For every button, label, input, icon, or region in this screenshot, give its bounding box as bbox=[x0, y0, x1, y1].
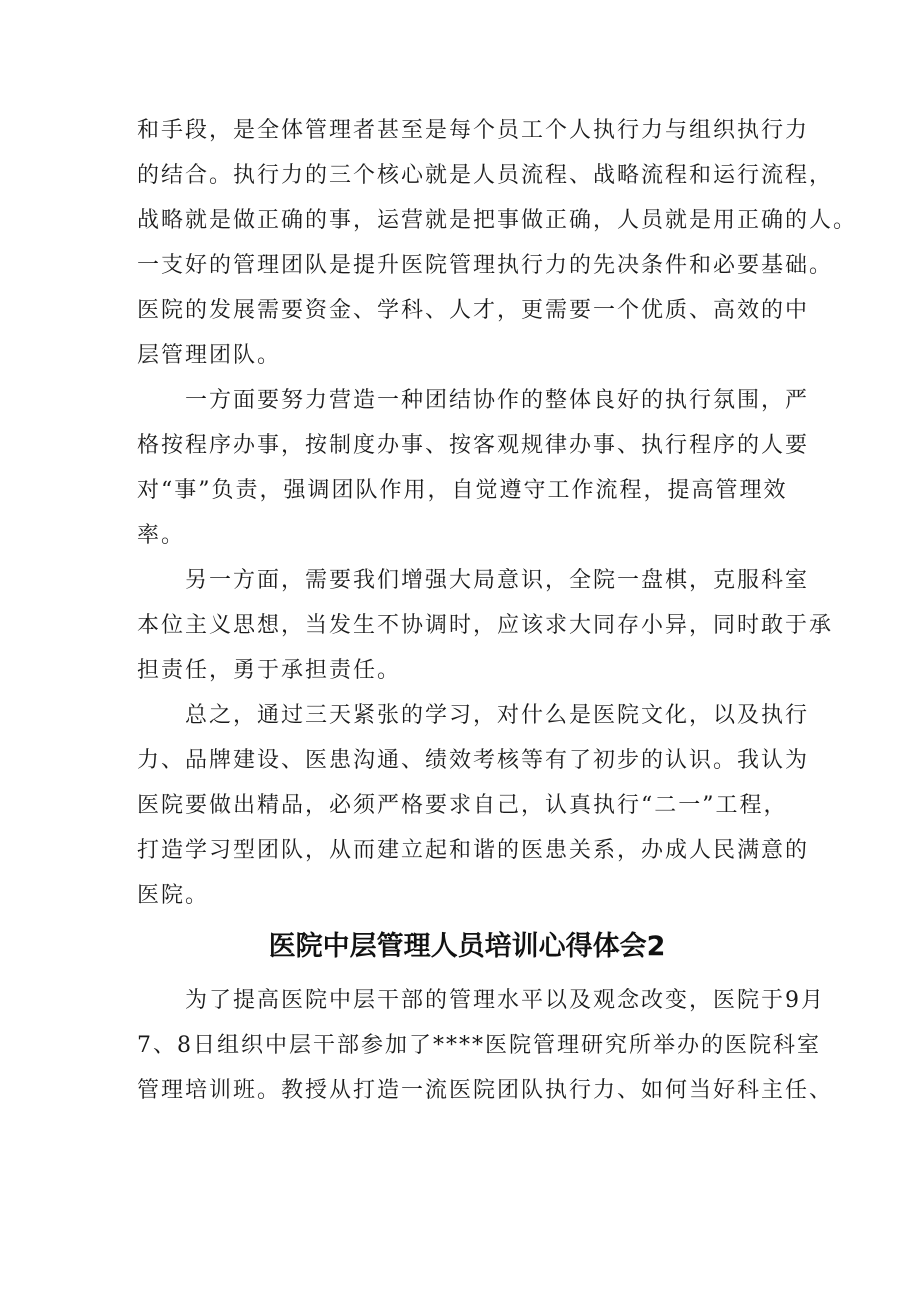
text-line: 总之，通过三天紧张的学习，对什么是医院文化，以及执行 bbox=[185, 703, 810, 728]
text-line: 医院的发展需要资金、学科、人才，更需要一个优质、高效的中 bbox=[137, 298, 810, 323]
paragraph bbox=[137, 558, 834, 693]
text-line: 层管理团队。 bbox=[137, 343, 282, 368]
text-line: 的结合。执行力的三个核心就是人员流程、战略流程和运行流程， bbox=[137, 163, 834, 188]
text-line: 另一方面，需要我们增强大局意识，全院一盘棋，克服科室 bbox=[185, 568, 810, 593]
text-line: 管理培训班。教授从打造一流医院团队执行力、如何当好科主任、 bbox=[137, 1078, 834, 1103]
text-line: 担责任，勇于承担责任。 bbox=[137, 658, 402, 683]
text-line: 医院要做出精品，必须严格要求自己，认真执行“二一”工程， bbox=[137, 793, 788, 818]
text-line: 力、品牌建设、医患沟通、绩效考核等有了初步的认识。我认为 bbox=[137, 748, 810, 773]
text-line: 为了提高医院中层干部的管理水平以及观念改变，医院于9月 bbox=[185, 988, 825, 1013]
text-line: 和手段，是全体管理者甚至是每个员工个人执行力与组织执行力 bbox=[137, 118, 810, 143]
paragraph bbox=[137, 108, 858, 378]
text-line: 打造学习型团队，从而建立起和谐的医患关系，办成人民满意的 bbox=[137, 838, 810, 863]
text-line: 对“事”负责，强调团队作用，自觉遵守工作流程，提高管理效 bbox=[137, 478, 788, 503]
text-line: 战略就是做正确的事，运营就是把事做正确，人员就是用正确的人。 bbox=[137, 208, 858, 233]
text-line: 率。 bbox=[137, 523, 186, 548]
paragraph bbox=[137, 693, 810, 918]
text-line: 本位主义思想，当发生不协调时，应该求大同存小异，同时敢于承 bbox=[137, 613, 834, 638]
paragraph bbox=[137, 378, 810, 558]
text-line: 一方面要努力营造一种团结协作的整体良好的执行氛围，严 bbox=[185, 388, 810, 413]
text-line: 格按程序办事，按制度办事、按客观规律办事、执行程序的人要 bbox=[137, 433, 810, 458]
section-title: 医院中层管理人员培训心得体会2 bbox=[268, 931, 666, 962]
text-line: 医院。 bbox=[137, 883, 210, 908]
paragraph bbox=[137, 978, 834, 1113]
text-line: 7、8日组织中层干部参加了****医院管理研究所举办的医院科室 bbox=[137, 1033, 821, 1058]
text-line: 一支好的管理团队是提升医院管理执行力的先决条件和必要基础。 bbox=[137, 253, 834, 278]
document-body bbox=[137, 108, 858, 1113]
